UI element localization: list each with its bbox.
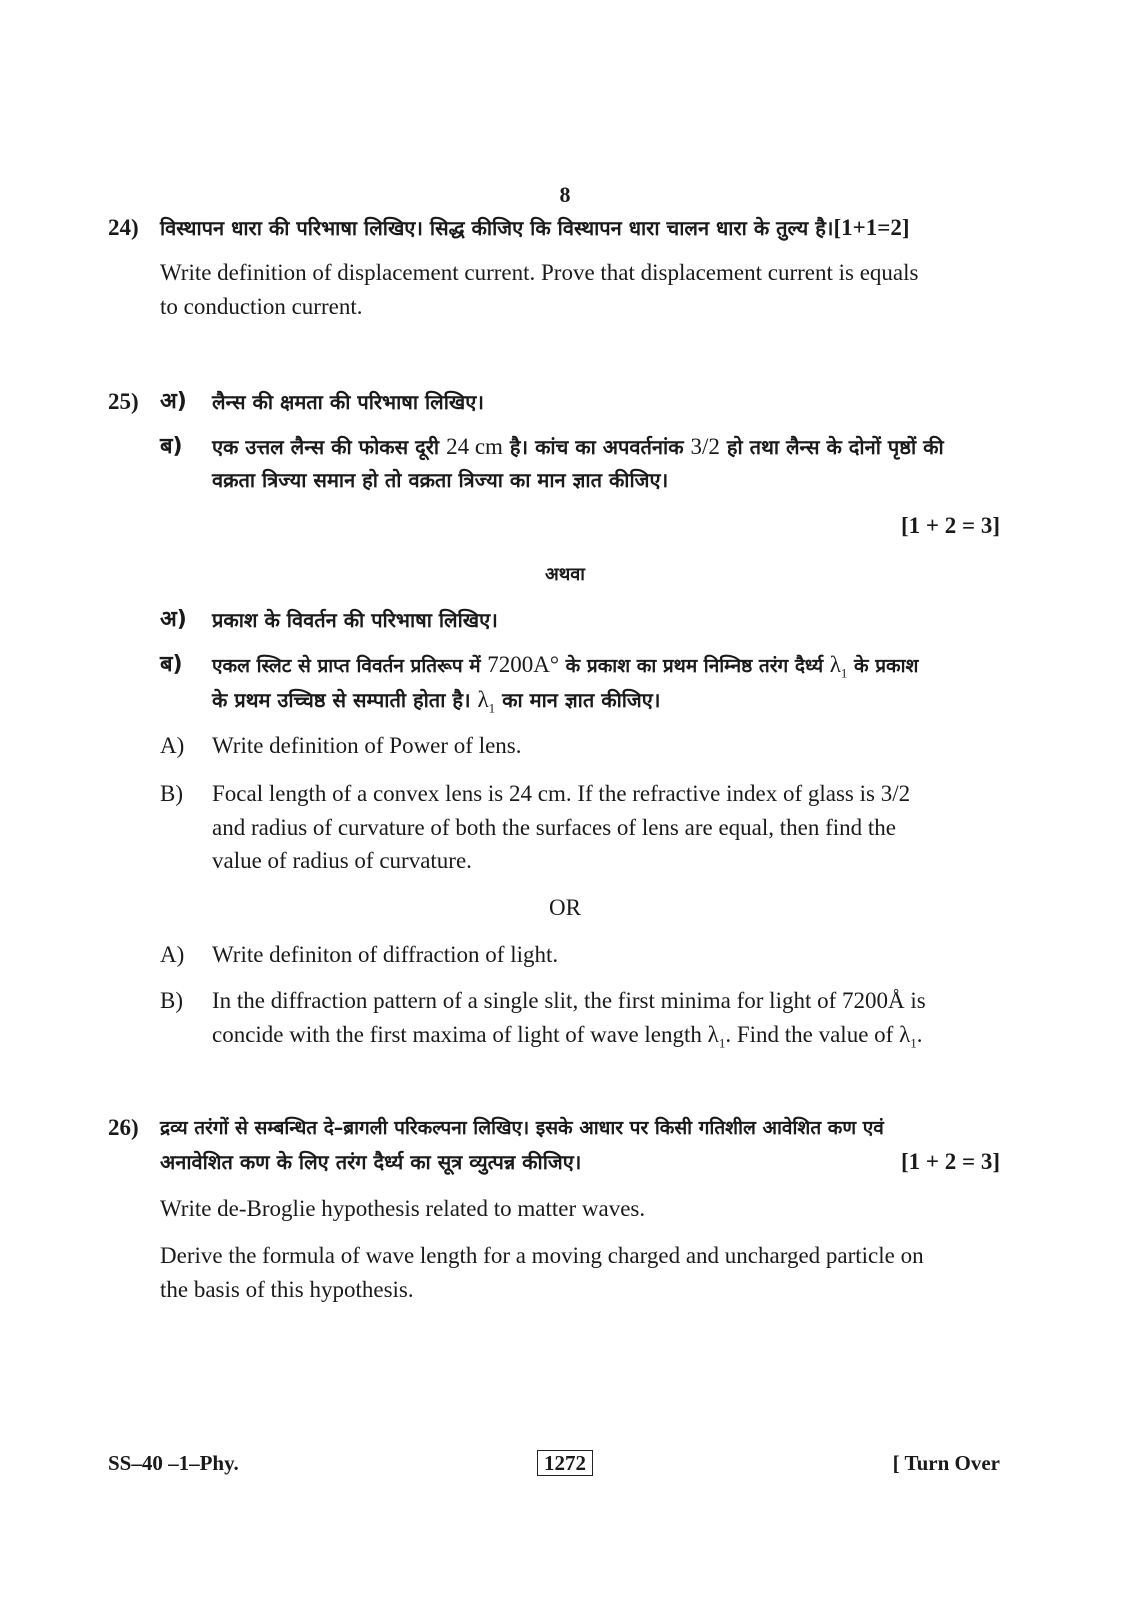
- q25-b-hindi-line: [212, 433, 944, 461]
- question-number: 24): [108, 215, 139, 240]
- question-number: 25): [108, 389, 139, 414]
- q25-b-english-line: value of radius of curvature.: [212, 848, 472, 873]
- q24-english-line: to conduction current.: [160, 294, 363, 319]
- q25-a-english: Write definition of Power of lens.: [212, 733, 522, 758]
- part-label: B): [160, 781, 183, 806]
- q26-english-line: the basis of this hypothesis.: [160, 1277, 414, 1302]
- or-english: OR: [549, 895, 581, 920]
- paper-code: SS–40 –1–Phy.: [108, 1451, 239, 1475]
- q25-a-hindi: लैन्स की क्षमता की परिभाषा लिखिए।: [212, 390, 484, 414]
- subscript: 1: [840, 665, 848, 681]
- subscript: 1: [488, 700, 496, 716]
- q26-english-line: Derive the formula of wave length for a moving charged and uncharged particle on: [160, 1243, 924, 1268]
- q25-alt-b-english-line: [212, 1021, 922, 1058]
- part-label: अ): [160, 389, 187, 414]
- lambda-symbol: [477, 687, 496, 716]
- question-number: 26): [108, 1115, 139, 1140]
- q24-hindi: [160, 214, 909, 242]
- q25-b-hindi-line: वक्रता त्रिज्या समान हो तो वक्रता त्रिज्या का मान ज्ञात कीजिए।: [212, 468, 669, 492]
- lambda: λ: [899, 1022, 911, 1047]
- marks: [1 + 2 = 3]: [900, 1149, 1000, 1174]
- part-label: A): [160, 942, 185, 967]
- text: एक उत्तल लैन्स की फोकस दूरी: [212, 435, 440, 459]
- text: हो तथा लैन्स के दोनों पृष्ठों की: [726, 435, 944, 459]
- turn-over: [ Turn Over: [892, 1451, 1000, 1475]
- text: के प्रकाश का प्रथम निम्निष्ठ तरंग दैर्ध्य: [565, 655, 824, 677]
- page-box-number: 1272: [537, 1450, 593, 1476]
- text: का मान ज्ञात कीजिए।: [502, 688, 661, 712]
- text: है। कांच का अपवर्तनांक: [509, 435, 684, 459]
- q26-hindi-line: द्रव्य तरंगों से सम्बन्धित दे–ब्रागली परिकल्पना लिखिए। इसके आधार पर किसी गतिशील आवेशित कण एवं: [160, 1117, 884, 1139]
- q25-b-english-line: and radius of curvature of both the surfaces of lens are equal, then find the: [212, 815, 896, 840]
- marks: [1 + 2 = 3]: [900, 513, 1000, 538]
- marks: [1+1=2]: [833, 215, 910, 240]
- text: के प्रकाश: [854, 655, 919, 677]
- or-hindi: अथवा: [545, 564, 585, 585]
- part-label: B): [160, 988, 183, 1013]
- q25-alt-b-english-line: In the diffraction pattern of a single slit, the first minima for light of 7200Å is: [212, 988, 926, 1013]
- part-label: ब): [160, 652, 183, 677]
- q26-hindi-line: अनावेशित कण के लिए तरंग दैर्ध्य का सूत्र व्युत्पन्न कीजिए।: [160, 1150, 582, 1174]
- q25-alt-b-hindi-line: [212, 651, 918, 688]
- text: . Find the value of: [725, 1022, 894, 1047]
- text: 24 cm: [446, 434, 503, 459]
- text: .: [916, 1022, 923, 1047]
- q25-alt-a-hindi: प्रकाश के विवर्तन की परिभाषा लिखिए।: [212, 608, 498, 632]
- part-label: अ): [160, 607, 187, 632]
- page-number: 8: [559, 182, 571, 207]
- lambda: λ: [477, 687, 489, 712]
- text: concide with the first maxima of light of wave length: [212, 1022, 702, 1047]
- q24-english-line: Write definition of displacement current. Prove that displacement current is equals: [160, 260, 919, 285]
- lambda-symbol: [829, 652, 848, 681]
- subscript: 1: [718, 1035, 726, 1051]
- text: एकल स्लिट से प्राप्त विवर्तन प्रतिरूप में: [212, 655, 481, 677]
- q24-hindi-text: विस्थापन धारा की परिभाषा लिखिए। सिद्ध कीजिए कि विस्थापन धारा चालन धारा के तुल्य है।: [160, 216, 834, 240]
- text: 7200A°: [487, 652, 560, 677]
- subscript: 1: [910, 1035, 917, 1051]
- lambda: λ: [707, 1022, 719, 1047]
- text: के प्रथम उच्चिष्ठ से सम्पाती होता है।: [212, 688, 471, 712]
- part-label: ब): [160, 434, 183, 459]
- lambda: λ: [829, 652, 841, 677]
- text: 3/2: [690, 434, 720, 459]
- q25-b-english-line: Focal length of a convex lens is 24 cm. If the refractive index of glass is 3/2: [212, 781, 911, 806]
- q25-alt-b-hindi-line: [212, 686, 660, 723]
- q25-alt-a-english: Write definiton of diffraction of light.: [212, 942, 559, 967]
- q26-english-line: Write de-Broglie hypothesis related to matter waves.: [160, 1196, 646, 1221]
- part-label: A): [160, 733, 185, 758]
